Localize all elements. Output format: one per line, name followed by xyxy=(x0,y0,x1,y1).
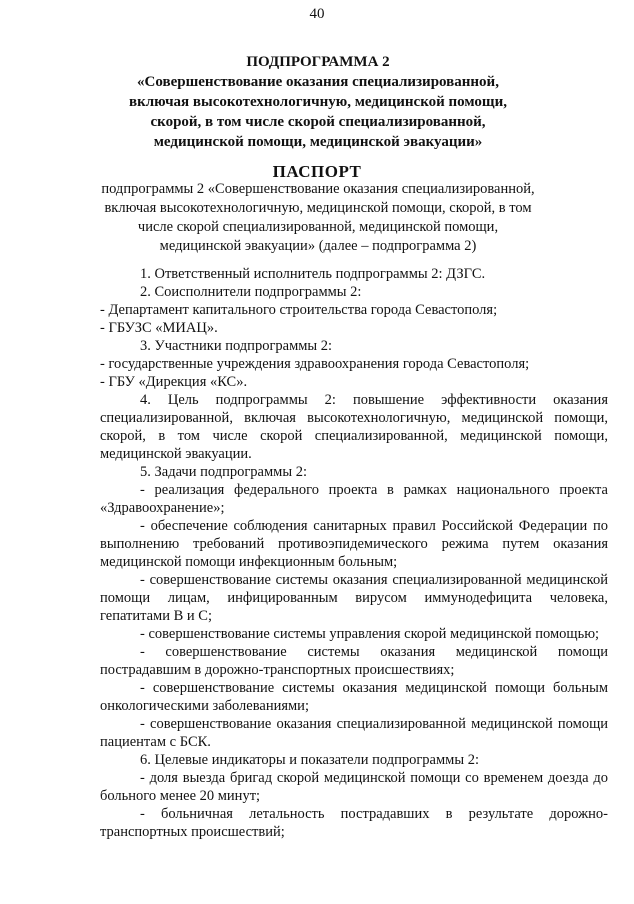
subprogram-heading xyxy=(108,52,528,152)
list-item: 6. Целевые индикаторы и показатели подпрограммы 2: xyxy=(140,752,479,768)
list-item: - совершенствование системы оказания медицинской помощи пострадавшим в дорожно-транспортных происшествиях; xyxy=(100,644,608,678)
list-item: - совершенствование системы управления скорой медицинской помощью; xyxy=(140,626,600,642)
list-item: - совершенствование системы оказания специализированной медицинской помощи лицам, инфицированным вирусом иммунодефицита человека, гепатитами В и С; xyxy=(100,572,608,624)
list-item: 1. Ответственный исполнитель подпрограммы 2: ДЗГС. xyxy=(140,266,486,282)
list-item: - обеспечение соблюдения санитарных правил Российской Федерации по выполнению требований противоэпидемического режима путем оказания медицинской помощи инфекционным больным; xyxy=(100,518,608,570)
subprogram-title: ПОДПРОГРАММА 2 xyxy=(246,54,390,70)
list-item: - реализация федерального проекта в рамках национального проекта «Здравоохранение»; xyxy=(100,482,608,516)
list-item: - ГБУЗС «МИАЦ». xyxy=(100,320,218,336)
list-item: - ГБУ «Дирекция «КС». xyxy=(100,374,248,390)
passport-body xyxy=(100,265,608,841)
list-item: - государственные учреждения здравоохранения города Севастополя; xyxy=(100,356,530,372)
list-item: 2. Соисполнители подпрограммы 2: xyxy=(140,284,362,300)
list-item: - больничная летальность пострадавших в результате дорожно-транспортных происшествий; xyxy=(100,806,608,840)
list-item: - совершенствование системы оказания медицинской помощи больным онкологическими заболеваниями; xyxy=(100,680,608,714)
list-item: 5. Задачи подпрограммы 2: xyxy=(140,464,307,480)
subprogram-name: «Совершенствование оказания специализированной, включая высокотехнологичную, медицинской помощи, скорой, в том числе скорой специализированной, медицинской помощи, медицинской эвакуации» xyxy=(129,74,507,150)
page-number: 40 xyxy=(309,6,325,22)
list-item: - Департамент капитального строительства города Севастополя; xyxy=(100,302,498,318)
passport-title: ПАСПОРТ xyxy=(272,162,362,181)
list-item: - совершенствование оказания специализированной медицинской помощи пациентам с БСК. xyxy=(100,716,608,750)
list-item: 4. Цель подпрограммы 2: повышение эффективности оказания специализированной, включая высокотехнологичную, медицинской помощи, скорой, в том числе скорой специализированной, медицинской помощи, медицинской эвакуации. xyxy=(100,392,608,462)
list-item: 3. Участники подпрограммы 2: xyxy=(140,338,333,354)
list-item: - доля выезда бригад скорой медицинской помощи со временем доезда до больного менее 20 минут; xyxy=(100,770,608,804)
passport-subtitle: подпрограммы 2 «Совершенствование оказания специализированной, включая высокотехнологичную, медицинской помощи, скорой, в том числе скорой специализированной, медицинской помощи, медицинской эвакуации» (далее – подпрограмма 2) xyxy=(101,181,535,254)
